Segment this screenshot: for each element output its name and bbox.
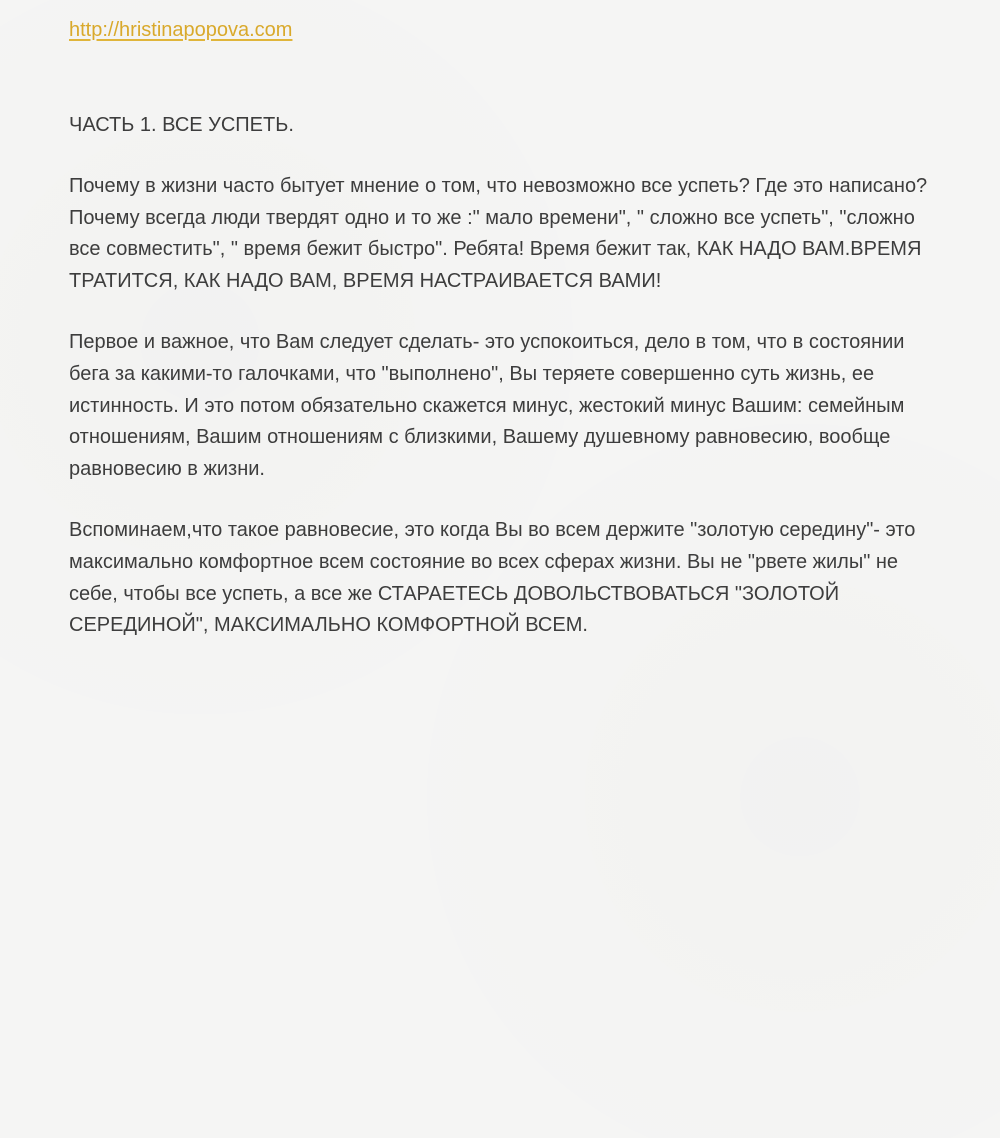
paragraph-1: Почему в жизни часто бытует мнение о том, что невозможно все успеть? Где это написано? Почему всегда люди твердят одно и то же :" мало времени", " сложно все успеть", "сложно все совместить", " время бежит быстро". Ребята! Время бежит так, КАК НАДО ВАМ.ВРЕМЯ ТРАТИТСЯ, КАК НАДО ВАМ, ВРЕМЯ НАСТРАИВАЕТСЯ ВАМИ! xyxy=(69,175,928,292)
note-content[interactable] xyxy=(69,14,939,642)
section-heading: ЧАСТЬ 1. ВСЕ УСПЕТЬ. xyxy=(69,114,294,136)
website-link[interactable]: http://hristinapopova.com xyxy=(69,19,293,41)
paragraph-2: Первое и важное, что Вам следует сделать- это успокоиться, дело в том, что в состоянии бега за какими-то галочками, что "выполнено", Вы теряете совершенно суть жизнь, ее истинность. И это потом обязательно скажется минус, жестокий минус Вашим: семейным отношениям, Вашим отношениям с близкими, Вашему душевному равновесию, вообще равновесию в жизни. xyxy=(69,331,905,480)
paragraph-3: Вспоминаем,что такое равновесие, это когда Вы во всем держите "золотую середину"- это максимально комфортное всем состояние во всех сферах жизни. Вы не "рвете жилы" не себе, чтобы все успеть, а все же СТАРАЕТЕСЬ ДОВОЛЬСТВОВАТЬСЯ "ЗОЛОТОЙ СЕРЕДИНОЙ", МАКСИМАЛЬНО КОМФОРТНОЙ ВСЕМ. xyxy=(69,519,916,637)
